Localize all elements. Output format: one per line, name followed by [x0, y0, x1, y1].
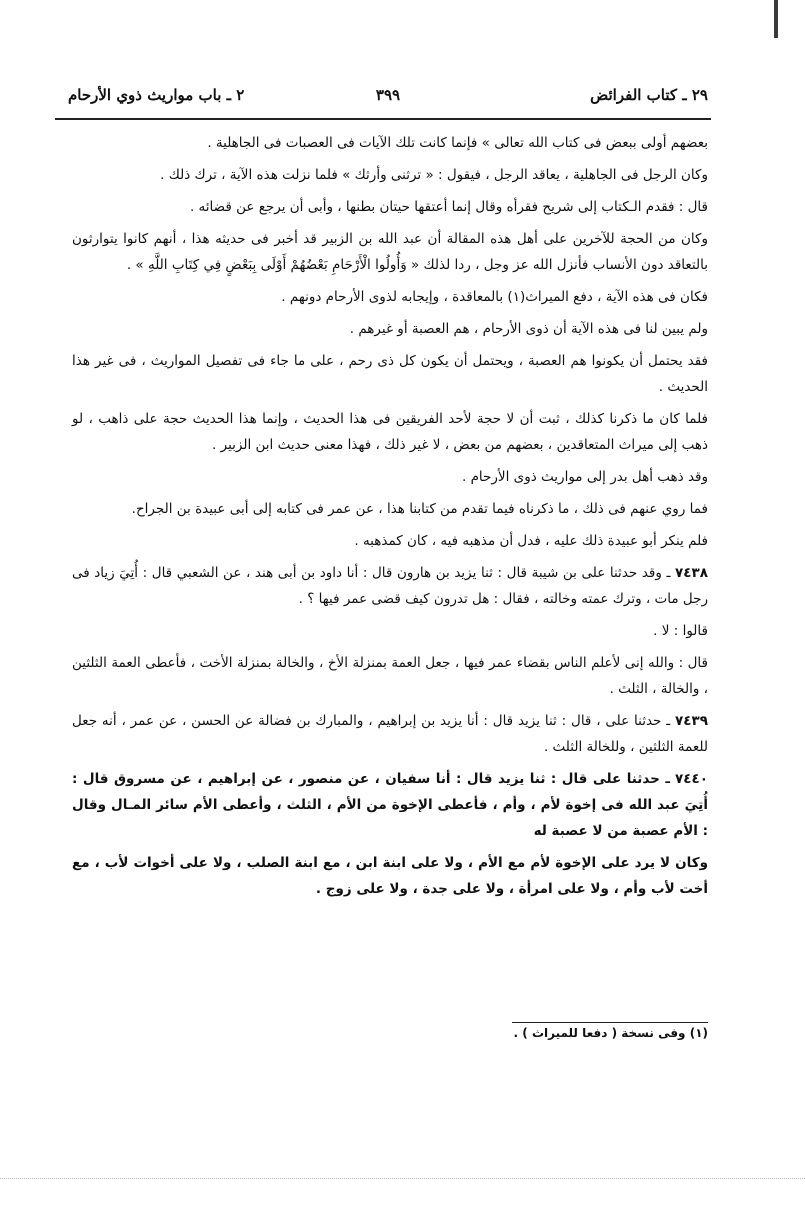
main-text — [72, 130, 708, 908]
paragraph: بعضهم أولى ببعض فى كتاب الله تعالى » فإنما كانت تلك الآيات فى العصبات فى الجاهلية . — [207, 135, 708, 151]
hadith-reply: قالوا : لا . — [653, 623, 708, 639]
hadith-7440 — [72, 766, 708, 844]
paragraph: وكان من الحجة للآخرين على أهل هذه المقالة أن عبد الله بن الزبير قد أخبر فى حديثه هذا ، أنهم كانوا يتوارثون بالتعاقد دون الأنساب فأنزل الله عز وجل ، ردا لذلك « وَأُولُوا الْأَرْحَامِ بَعْضُهُمْ أَوْلَى بِبَعْضٍ فِي كِتَابِ اللَّهِ » . — [72, 231, 708, 273]
hadith-number: ٧٤٣٩ — [675, 713, 708, 729]
scan-edge-mark — [774, 0, 778, 38]
chapter-title: ٢ ـ باب مواريث ذوي الأرحام — [68, 86, 245, 104]
page-number: ٣٩٩ — [375, 86, 401, 104]
hadith-text: ـ حدثنا على ، قال : ثنا يزيد قال : أنا يزيد بن إبراهيم ، والمبارك بن فضالة عن الحسن ، عن عمر ، أنه جعل للعمة الثلثين ، وللخالة الثلث . — [72, 713, 708, 755]
hadith-7439 — [72, 708, 708, 760]
paragraph: فلما كان ما ذكرنا كذلك ، ثبت أن لا حجة لأحد الفريقين فى هذا الحديث ، وإنما هذا الحديث حجة على ذاهب ، لو ذهب إلى ميراث المتعاقدين ، بعضهم من بعض ، لا غير ذلك ، فهذا معنى حديث ابن الزبير . — [72, 411, 708, 453]
hadith-text: ـ وقد حدثنا على بن شيبة قال : ثنا يزيد بن هارون قال : أنا داود بن أبى هند ، عن الشعبي قال : أُتِيَ زياد فى رجل مات ، وترك عمته وخالته ، فقال : هل تدرون كيف قضى عمر فيها ؟ . — [72, 565, 708, 607]
page-header — [68, 86, 708, 110]
footnote: (١) وفى نسخة ( دفعا للميراث ) . — [513, 1026, 708, 1040]
hadith-number: ٧٤٣٨ — [675, 565, 708, 581]
paragraph: قال : فقدم الـكتاب إلى شريح فقرأه وقال إنما أعتقها حيتان بطنها ، وأبى أن يرجع عن قضائه . — [189, 199, 708, 215]
footnote-divider — [512, 1022, 708, 1023]
hadith-continuation: وكان لا يرد على الإخوة لأم مع الأم ، ولا على ابنة ابن ، مع ابنة الصلب ، ولا على أخوات لأب ، مع أخت لأب وأم ، ولا على امرأة ، ولا على جدة ، ولا على زوج . — [72, 855, 708, 897]
paragraph: وقد ذهب أهل بدر إلى مواريث ذوى الأرحام . — [461, 469, 708, 485]
paragraph: ولم يبين لنا فى هذه الآية أن ذوى الأرحام ، هم العصبة أو غيرهم . — [349, 321, 708, 337]
paragraph: فقد يحتمل أن يكونوا هم العصبة ، ويحتمل أن يكون كل ذى رحم ، على ما جاء فى تفصيل المواريث ، فى غير هذا الحديث . — [72, 353, 708, 395]
page-bottom-edge — [0, 1178, 805, 1180]
hadith-number: ٧٤٤٠ — [675, 771, 708, 787]
hadith-text: ـ حدثنا على قال : ثنا يزيد قال : أنا سفيان ، عن منصور ، عن إبراهيم ، عن مسروق قال : أُتِيَ عبد الله فى إخوة لأم ، وأم ، فأعطى الإخوة من الأم ، الثلث ، وأعطى الأم سائر المـال وقال : الأم عصبة من لا عصبة له — [72, 771, 708, 839]
paragraph: وكان الرجل فى الجاهلية ، يعاقد الرجل ، فيقول : « ترثنى وأرثك » فلما نزلت هذه الآية ، ترك ذلك . — [160, 167, 708, 183]
paragraph: فكان فى هذه الآية ، دفع الميراث(١) بالمعاقدة ، وإيجابه لذوى الأرحام دونهم . — [281, 289, 708, 305]
paragraph: فلم ينكر أبو عبيدة ذلك عليه ، فدل أن مذهبه فيه ، كان كمذهبه . — [354, 533, 708, 549]
book-title: ٢٩ ـ كتاب الفرائض — [590, 86, 708, 104]
paragraph: فما روي عنهم فى ذلك ، ما ذكرناه فيما تقدم من كتابنا هذا ، عن عمر فى كتابه إلى أبى عبيدة بن الجراح. — [131, 501, 708, 517]
hadith-answer: قال : والله إنى لأعلم الناس بقضاء عمر فيها ، جعل العمة بمنزلة الأخ ، والخالة بمنزلة الأخت ، فأعطى العمة الثلثين ، والخالة ، الثلث . — [72, 655, 708, 697]
header-divider — [55, 118, 711, 120]
hadith-7438 — [72, 560, 708, 612]
